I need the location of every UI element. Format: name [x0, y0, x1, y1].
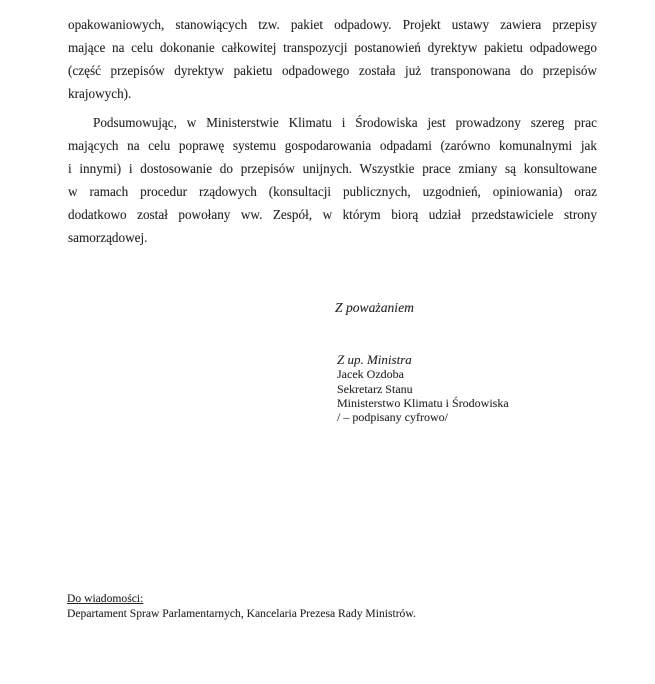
- body-paragraph-2: [68, 111, 597, 249]
- signature-organization: Ministerstwo Klimatu i Środowiska: [337, 395, 509, 410]
- signature-authorization: Z up. Ministra: [337, 352, 412, 367]
- paragraph-line: mających na celu poprawę systemu gospodarowania odpadami (zarówno komunalnymi jak: [68, 138, 597, 153]
- cc-heading: Do wiadomości:: [67, 592, 144, 605]
- paragraph-line: samorządowej.: [68, 230, 148, 245]
- cc-recipient: Departament Spraw Parlamentarnych, Kancelaria Prezesa Rady Ministrów.: [67, 607, 416, 620]
- digital-signature-note: / – podpisany cyfrowo/: [337, 410, 448, 425]
- paragraph-line: krajowych).: [68, 86, 132, 101]
- paragraph-line: w ramach procedur rządowych (konsultacji publicznych, uzgodnień, opiniowania) oraz: [68, 184, 597, 199]
- paragraph-line: mające na celu dokonanie całkowitej transpozycji postanowień dyrektyw pakietu odpadowego: [68, 40, 597, 55]
- signature-title: Sekretarz Stanu: [337, 381, 413, 396]
- paragraph-line: Podsumowując, w Ministerstwie Klimatu i Środowiska jest prowadzony szereg prac: [93, 115, 597, 130]
- paragraph-line: opakowaniowych, stanowiących tzw. pakiet odpadowy. Projekt ustawy zawiera przepisy: [68, 17, 597, 32]
- paragraph-line: dodatkowo został powołany ww. Zespół, w którym biorą udział przedstawiciele strony: [68, 207, 597, 222]
- cc-section: [67, 591, 416, 621]
- signature-block: [337, 353, 509, 424]
- body-paragraph-1: [68, 13, 597, 105]
- paragraph-line: i innymi) i dostosowanie do przepisów unijnych. Wszystkie prace zmiany są konsultowane: [68, 161, 597, 176]
- signature-name: Jacek Ozdoba: [337, 367, 404, 382]
- paragraph-line: (część przepisów dyrektyw pakietu odpadowego została już transponowana do przepisów: [68, 63, 597, 78]
- closing-salutation: Z poważaniem: [335, 300, 414, 315]
